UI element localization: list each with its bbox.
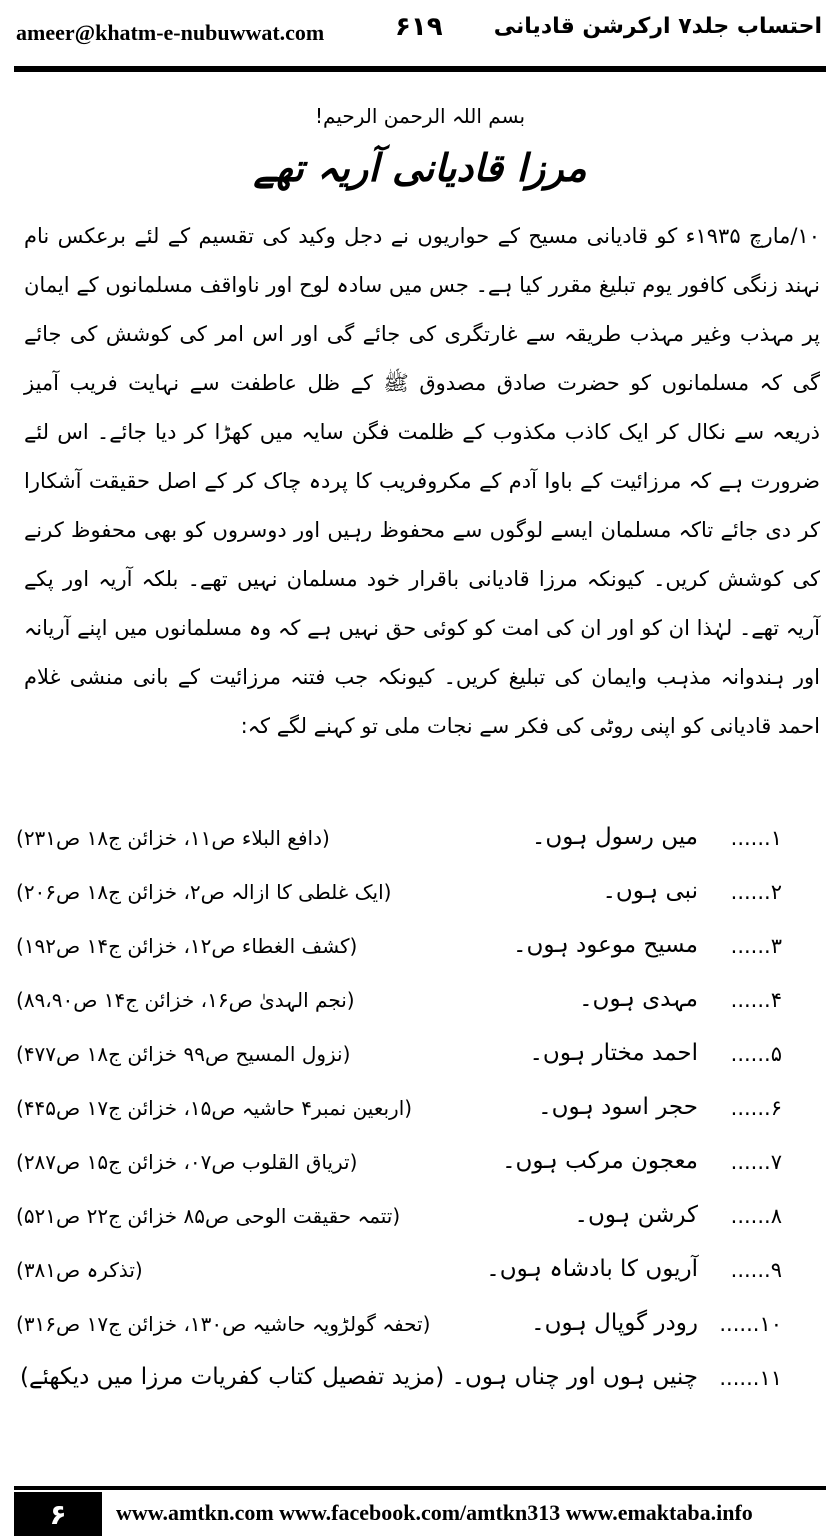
header-rule	[14, 66, 826, 72]
item-number: ۴......	[730, 988, 782, 1012]
item-number: ۵......	[730, 1042, 782, 1066]
item-claim: مسیح موعود ہوں۔	[512, 932, 698, 958]
item-number: ۱۰......	[719, 1312, 782, 1336]
item-number: ۱......	[730, 826, 782, 850]
item-claim: احمد مختار ہوں۔	[529, 1040, 698, 1066]
item-reference: (تذکرہ ص۳۸۱)	[16, 1258, 143, 1282]
item-reference: (دافع البلاء ص۱۱، خزائن ج۱۸ ص۲۳۱)	[16, 826, 330, 850]
item-claim: کرشن ہوں۔	[574, 1202, 698, 1228]
item-number: ۹......	[730, 1258, 782, 1282]
item-claim: معجون مرکب ہوں۔	[502, 1148, 698, 1174]
item-reference: (ایک غلطی کا ازالہ ص۲، خزائن ج۱۸ ص۲۰۶)	[16, 880, 392, 904]
list-item	[16, 924, 824, 978]
item-claim: مہدی ہوں۔	[579, 986, 698, 1012]
item-claim: نبی ہوں۔	[602, 878, 698, 904]
list-item	[16, 1032, 824, 1086]
item-claim: حجر اسود ہوں۔	[538, 1094, 698, 1120]
item-number: ۲......	[730, 880, 782, 904]
header-book-title: احتساب جلد۷ ارکرشن قادیانی	[493, 14, 822, 39]
list-item	[16, 1194, 824, 1248]
list-item	[16, 1356, 824, 1410]
header-email: ameer@khatm-e-nubuwwat.com	[16, 20, 325, 45]
item-reference: (تحفہ گولڑویہ حاشیہ ص۱۳۰، خزائن ج۱۷ ص۳۱۶)	[16, 1312, 431, 1336]
page-header	[0, 0, 840, 62]
item-claim: چنیں ہوں اور چناں ہوں۔ (مزید تفصیل کتاب کفریات مرزا میں دیکھئے)	[20, 1364, 698, 1390]
item-reference: (کشف الغطاء ص۱۲، خزائن ج۱۴ ص۱۹۲)	[16, 934, 358, 958]
list-item	[16, 1086, 824, 1140]
item-claim: آریوں کا بادشاہ ہوں۔	[486, 1256, 698, 1282]
header-page-number: ۶۱۹	[395, 12, 443, 42]
body-paragraph: ۱۰/مارچ ۱۹۳۵ء کو قادیانی مسیح کے حواریوں نے دجل وکید کی تقسیم کے لئے برعکس نام نہند زنگی کافور یوم تبلیغ مقرر کیا ہے۔ جس میں سادہ لوح اور ناواقف مسلمانوں کے ایمان پر مہذب وغیر مہذب طریقہ سے غارتگری کی جائے گی اور اس امر کی کوشش کی جائے گی کہ مسلمانوں کو حضرت صادق مصدوق ﷺ کے ظل عاطفت سے نہایت فریب آمیز ذریعہ سے نکال کر ایک کاذب مکذوب کے ظلمت فگن سایہ میں کھڑا کر دیا جائے۔ اس لئے ضرورت ہے کہ مرزائیت کے باوا آدم کے مکروفریب کا پردہ چاک کر کے اصل حقیقت آشکارا کر دی جائے تاکہ مسلمان ایسے لوگوں سے محفوظ رہیں اور دوسروں کو بھی محفوظ کرنے کی کوشش کریں۔ کیونکہ مرزا قادیانی باقرار خود مسلمان نہیں تھے۔ بلکہ آریہ اور پکے آریہ تھے۔ لہٰذا ان کو اور ان کی امت کو کوئی حق نہیں ہے کہ وہ مسلمانوں میں اپنے آریانہ اور ہندوانہ مذہب وایمان کی تبلیغ کریں۔ کیونکہ جب فتنہ مرزائیت کے بانی منشی غلام احمد قادیانی کو اپنی روٹی کی فکر سے نجات ملی تو کہنے لگے کہ:	[24, 224, 820, 738]
list-item	[16, 870, 824, 924]
item-number: ۱۱......	[719, 1366, 782, 1390]
footer-page-box: ۶	[14, 1492, 102, 1536]
list-item	[16, 1140, 824, 1194]
item-reference: (نزول المسیح ص۹۹ خزائن ج۱۸ ص۴۷۷)	[16, 1042, 351, 1066]
footer-rule	[14, 1486, 826, 1490]
item-reference: (اربعین نمبر۴ حاشیہ ص۱۵، خزائن ج۱۷ ص۴۴۵)	[16, 1096, 413, 1120]
item-number: ۸......	[730, 1204, 782, 1228]
list-item	[16, 1248, 824, 1302]
chapter-title: مرزا قادیانی آریہ تھے	[253, 146, 587, 190]
item-number: ۶......	[730, 1096, 782, 1120]
item-reference: (تتمہ حقیقت الوحی ص۸۵ خزائن ج۲۲ ص۵۲۱)	[16, 1204, 401, 1228]
item-number: ۷......	[730, 1150, 782, 1174]
item-number: ۳......	[730, 934, 782, 958]
item-claim: میں رسول ہوں۔	[531, 824, 698, 850]
list-item	[16, 1302, 824, 1356]
item-reference: (نجم الہدیٰ ص۱۶، خزائن ج۱۴ ص۸۹،۹۰)	[16, 988, 355, 1012]
list-item	[16, 816, 824, 870]
item-reference: (تریاق القلوب ص۰۷، خزائن ج۱۵ ص۲۸۷)	[16, 1150, 358, 1174]
list-item	[16, 978, 824, 1032]
item-claim: رودر گوپال ہوں۔	[531, 1310, 698, 1336]
footer-links: www.amtkn.com www.facebook.com/amtkn313 www.emaktaba.info	[116, 1500, 753, 1525]
claims-list	[16, 816, 824, 1410]
bismillah: بسم اللہ الرحمن الرحیم!	[314, 104, 526, 128]
